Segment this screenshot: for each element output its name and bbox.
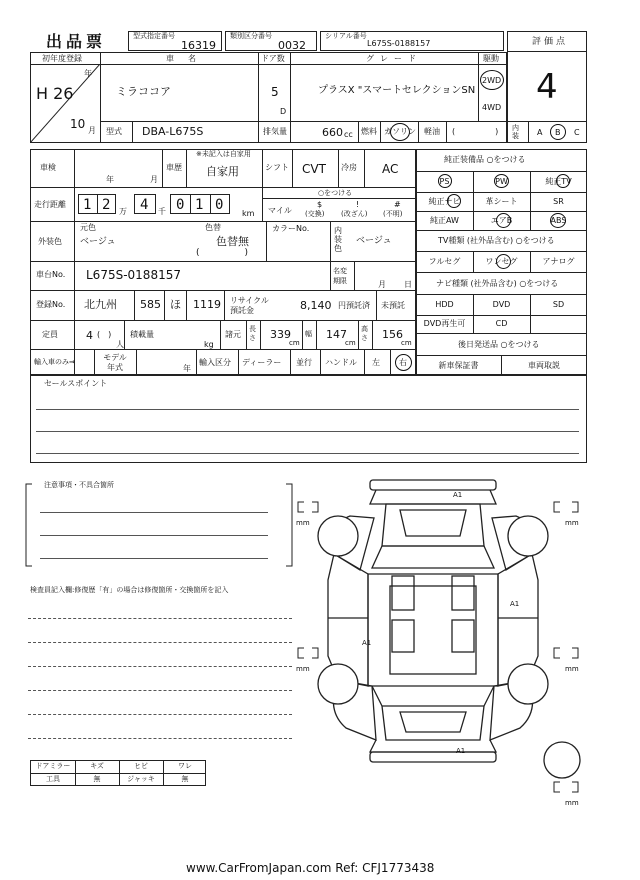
reg-kana: ほ <box>170 298 181 311</box>
equip-abs-circle <box>550 213 566 228</box>
model-designation-box <box>128 31 222 51</box>
model-year-unit: 年 <box>183 364 191 373</box>
light-oil-value: ( ) <box>452 127 499 136</box>
drive-2wd: 2WD <box>482 76 502 85</box>
navi-cd: CD <box>495 319 508 328</box>
mileage-man-unit: 万 <box>119 207 127 216</box>
parallel-label: 並行 <box>296 358 312 367</box>
handle-label: ハンドル <box>325 358 357 367</box>
equip-ps-circle <box>438 174 452 188</box>
equip-genuine-navi: 純正ナビ <box>428 197 461 206</box>
mileage-digit: 0 <box>176 197 185 213</box>
navi-hdd: HDD <box>435 300 454 309</box>
length-unit: cm <box>289 339 300 347</box>
evaluation-label: 評価点 <box>532 37 569 47</box>
tampered-symbol: ! <box>356 200 360 209</box>
sales-point-label: セールスポイント <box>44 379 108 388</box>
car-name-value: ミラココア <box>116 85 171 98</box>
mileage-box-sen <box>134 194 156 214</box>
legend-tools-value: 無 <box>93 775 101 783</box>
later-title: 後日発送品 ○をつける <box>458 340 540 349</box>
equip-ps: PS <box>439 177 450 186</box>
color-no-label: カラーNo. <box>272 224 310 233</box>
orig-color-label: 元色 <box>80 223 96 232</box>
fuel-value: ガソリン <box>384 127 416 136</box>
equip-pw: PW <box>495 177 508 186</box>
import-only-label: 輸入車のみ⇒ <box>34 358 75 366</box>
color-change-label: 色替 <box>205 223 221 232</box>
drive-4wd: 4WD <box>482 103 502 112</box>
legend-table <box>30 760 206 786</box>
equip-navi-circle <box>447 194 461 208</box>
doors-value: 5 <box>271 85 279 99</box>
shift-label: シフト <box>265 163 289 172</box>
recycle-suffix: 円預託済 <box>338 301 370 310</box>
model-designation-label: 型式指定番号 <box>133 32 175 40</box>
mileage-unit: km <box>242 209 255 218</box>
equip-leather: 革シート <box>485 197 518 206</box>
legend-jack: ジャッキ <box>127 775 155 783</box>
caution-brackets <box>24 480 294 570</box>
reg-label: 登録No. <box>36 300 66 309</box>
shift-value: CVT <box>302 162 326 176</box>
doors-label: ドア数 <box>261 54 285 63</box>
name-change-month: 月 <box>378 280 386 289</box>
legend-scratch: キズ <box>90 762 104 770</box>
mile-label: マイル <box>268 206 292 215</box>
light-oil-label: 軽油 <box>424 127 440 136</box>
navi-dvd: DVD <box>492 300 511 309</box>
history-note: ※未記入は自家用 <box>196 150 251 158</box>
mileage-digit: 4 <box>140 197 149 213</box>
sales-point-block <box>30 375 587 463</box>
drive-label: 駆動 <box>483 54 499 63</box>
interior-c: C <box>574 128 580 137</box>
interior-b-circle <box>550 124 566 140</box>
grade-text: プラスX "スマートセレクションSN <box>318 85 476 96</box>
left-label: 左 <box>372 358 380 367</box>
width-unit: cm <box>345 339 356 347</box>
color-paren: ( ) <box>196 248 249 258</box>
fuel-label: 燃料 <box>361 127 377 136</box>
int-color-label: 内装色 <box>334 226 342 253</box>
tv-fullseg: フルセグ <box>428 257 461 266</box>
int-color-value: ベージュ <box>356 236 392 246</box>
reg-area: 北九州 <box>84 298 117 311</box>
serial-label: シリアル番号 <box>325 32 367 40</box>
tread-unit-fl: mm <box>296 519 310 527</box>
right-handle-circle <box>395 354 412 371</box>
equip-pw-circle <box>494 174 509 188</box>
displacement-label: 排気量 <box>263 127 287 136</box>
navi-title: ナビ種類 (社外品含む) ○をつける <box>436 279 559 288</box>
capacity-paren: ( ) <box>97 330 112 339</box>
equip-abs: ABS <box>550 216 567 225</box>
load-unit: kg <box>204 340 214 349</box>
serial-value: L675S-0188157 <box>367 39 431 48</box>
name-change-label: 名変期限 <box>333 267 347 285</box>
first-reg-month: 10 <box>70 117 86 131</box>
length-value: 339 <box>270 328 291 341</box>
first-reg-year: H 26 <box>36 84 74 103</box>
damage-mark-rear-bumper: A1 <box>456 747 466 755</box>
navi-sd: SD <box>552 300 565 309</box>
exchange-label: (交換) <box>305 210 325 218</box>
mileage-box-rest <box>170 194 230 214</box>
equip-airbag-circle <box>496 213 511 228</box>
history-value: 自家用 <box>206 165 239 178</box>
legend-break: ワレ <box>178 762 192 770</box>
mileage-box-man <box>78 194 116 214</box>
category-label: 類別区分番号 <box>230 32 272 40</box>
serial-box <box>320 31 504 51</box>
mileage-digit: 1 <box>195 197 204 213</box>
evaluation-score: 4 <box>536 67 558 107</box>
unknown-label: (不明) <box>383 210 403 218</box>
history-label: 車歴 <box>166 163 182 172</box>
caution-label: 注意事項・不具合箇所 <box>44 481 114 489</box>
mileage-label: 走行距離 <box>34 200 66 209</box>
first-reg-year-unit: 年 <box>84 69 92 78</box>
damage-mark-right-side: A1 <box>510 600 520 608</box>
mileage-digit: 0 <box>215 197 224 213</box>
equip-sr: SR <box>553 197 564 206</box>
tread-unit-rl: mm <box>296 665 310 673</box>
navi-dvd-play: DVD再生可 <box>423 319 466 328</box>
load-label: 積載量 <box>130 330 154 339</box>
width-label: 幅 <box>305 330 312 338</box>
category-value: 0032 <box>278 39 306 52</box>
dims-label: 諸元 <box>225 330 241 339</box>
height-unit: cm <box>401 339 412 347</box>
car-name-label: 車名 <box>166 54 210 63</box>
equip-genuine-aw: 純正AW <box>430 216 459 225</box>
later-manual: 車両取説 <box>528 361 560 370</box>
later-warranty: 新車保証書 <box>438 361 479 370</box>
dealer-label: ディーラー <box>242 358 282 367</box>
legend-tools: 工具 <box>46 775 60 783</box>
width-value: 147 <box>326 328 347 341</box>
type-value: DBA-L675S <box>142 125 204 138</box>
tread-unit-fr: mm <box>565 519 579 527</box>
name-change-day: 日 <box>404 280 412 289</box>
tread-unit-spare: mm <box>565 799 579 807</box>
recycle-value: 8,140 <box>300 299 332 312</box>
height-label: 高さ <box>361 325 368 342</box>
aircon-value: AC <box>382 162 399 176</box>
displacement-value: 660 <box>322 126 343 139</box>
genuine-title: 純正装備品 ○をつける <box>444 155 526 164</box>
orig-color-value: ベージュ <box>80 237 116 247</box>
displacement-unit: cc <box>344 130 353 139</box>
right-label: 右 <box>399 358 407 367</box>
equip-genuine-tv: 純正TV <box>545 177 572 186</box>
inspector-label: 検査員記入欄:修復歴「有」の場合は修復箇所・交換箇所を記入 <box>30 586 229 594</box>
legend-crack: ヒビ <box>134 762 148 770</box>
fuel-circle <box>390 123 410 141</box>
shaken-month-unit: 月 <box>150 175 158 184</box>
shaken-label: 車検 <box>40 163 56 172</box>
reg-number: 1119 <box>193 298 221 311</box>
tread-unit-rr: mm <box>565 665 579 673</box>
capacity-unit: 人 <box>116 340 124 349</box>
interior-box <box>507 121 587 143</box>
sheet-title: 出品票 <box>46 32 107 51</box>
damage-mark-left-side: A1 <box>362 639 372 647</box>
watermark: www.CarFromJapan.com Ref: CFJ1773438 <box>186 861 435 875</box>
tv-title: TV種類 (社外品含む) ○をつける <box>438 236 555 245</box>
mileage-digit: 2 <box>102 197 111 213</box>
doors-suffix: D <box>280 107 287 116</box>
color-change-value: 色替無 <box>216 235 249 248</box>
recycle-label: リサイクル預託金 <box>230 296 269 315</box>
mileage-digit: 1 <box>83 197 92 213</box>
length-label: 長さ <box>249 325 256 342</box>
tv-oneseg-circle <box>496 254 511 269</box>
shaken-year-unit: 年 <box>106 175 114 184</box>
grade-col-label: グレード <box>366 54 422 63</box>
tv-oneseg: ワンセグ <box>485 257 518 266</box>
model-designation-value: 16319 <box>181 39 216 52</box>
tampered-label: (改ざん) <box>341 210 368 218</box>
chassis-label: 車台No. <box>36 270 66 279</box>
recycle-status: 未預託 <box>381 301 405 310</box>
type-label: 型式 <box>106 127 122 136</box>
interior-b: B <box>555 128 561 137</box>
category-box <box>225 31 317 51</box>
exchange-symbol: $ <box>317 200 323 209</box>
legend-jack-value: 無 <box>181 775 189 783</box>
drive-2wd-circle <box>480 70 504 90</box>
interior-a: A <box>537 128 543 137</box>
chassis-value: L675S-0188157 <box>86 268 181 282</box>
capacity-label: 定員 <box>42 330 58 339</box>
legend-door-mirror: ドアミラー <box>35 762 71 770</box>
damage-mark-front-bumper: A1 <box>453 491 463 499</box>
first-reg-month-unit: 月 <box>88 126 96 135</box>
equip-airbag: エアB <box>490 216 513 225</box>
height-value: 156 <box>382 328 403 341</box>
import-class-label: 輸入区分 <box>199 358 231 367</box>
ext-color-label: 外装色 <box>38 237 62 246</box>
first-reg-label: 初年度登録 <box>42 54 82 63</box>
tv-analog: アナログ <box>542 257 575 266</box>
model-year-label: モデル年式 <box>103 353 127 372</box>
mileage-mark-hint: ○をつける <box>318 189 353 197</box>
mileage-sen-unit: 千 <box>158 207 166 216</box>
capacity-value: 4 <box>86 329 93 342</box>
unknown-symbol: # <box>394 200 401 209</box>
interior-label: 内装 <box>512 124 519 140</box>
reg-class: 585 <box>140 298 161 311</box>
aircon-label: 冷房 <box>341 163 357 172</box>
equip-genuine-tv-circle <box>556 174 570 188</box>
